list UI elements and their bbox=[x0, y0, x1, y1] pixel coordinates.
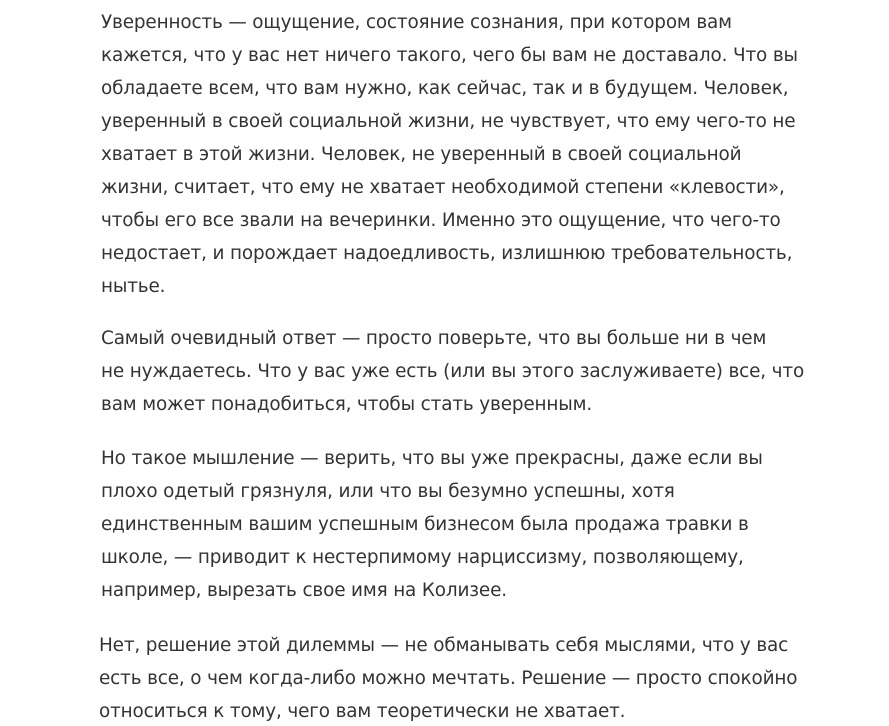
paragraph-solution bbox=[99, 629, 799, 726]
text-line: школе, — приводит к нестерпимому нарциссизму, позволяющему, bbox=[101, 547, 744, 568]
text-line: кажется, что у вас нет ничего такого, чего бы вам не доставало. Что вы bbox=[101, 45, 798, 66]
text-line: Уверенность — ощущение, состояние сознания, при котором вам bbox=[101, 12, 732, 33]
text-line: чтобы его все звали на вечеринки. Именно это ощущение, что чего-то bbox=[101, 210, 781, 231]
text-line: хватает в этой жизни. Человек, не уверенный в своей социальной bbox=[101, 144, 742, 165]
text-line: Но такое мышление — верить, что вы уже прекрасны, даже если вы bbox=[101, 448, 763, 469]
text-line: вам может понадобиться, чтобы стать уверенным. bbox=[101, 394, 593, 415]
text-line: есть все, о чем когда-либо можно мечтать. Решение — просто спокойно bbox=[99, 668, 798, 689]
text-line: единственным вашим успешным бизнесом была продажа травки в bbox=[101, 514, 749, 535]
text-line: относиться к тому, чего вам теоретически не хватает. bbox=[99, 701, 626, 722]
text-line: уверенный в своей социальной жизни, не чувствует, что ему чего-то не bbox=[101, 111, 796, 132]
paragraph-narcissism bbox=[101, 442, 801, 607]
text-line: обладаете всем, что вам нужно, как сейчас, так и в будущем. Человек, bbox=[101, 78, 789, 99]
text-line: Самый очевидный ответ — просто поверьте, что вы больше ни в чем bbox=[101, 328, 767, 349]
text-line: нытье. bbox=[101, 276, 166, 297]
text-line: Нет, решение этой дилеммы — не обманывать себя мыслями, что у вас bbox=[99, 635, 789, 656]
text-line: плохо одетый грязнуля, или что вы безумно успешны, хотя bbox=[101, 481, 675, 502]
paragraph-obvious-answer bbox=[101, 322, 805, 421]
text-line: например, вырезать свое имя на Колизее. bbox=[101, 580, 507, 601]
text-line: не нуждаетесь. Что у вас уже есть (или вы этого заслуживаете) все, что bbox=[101, 361, 805, 382]
text-line: недостает, и порождает надоедливость, излишнюю требовательность, bbox=[101, 243, 793, 264]
text-line: жизни, считает, что ему не хватает необходимой степени «клевости», bbox=[101, 177, 785, 198]
paragraph-confidence-definition bbox=[101, 6, 801, 303]
